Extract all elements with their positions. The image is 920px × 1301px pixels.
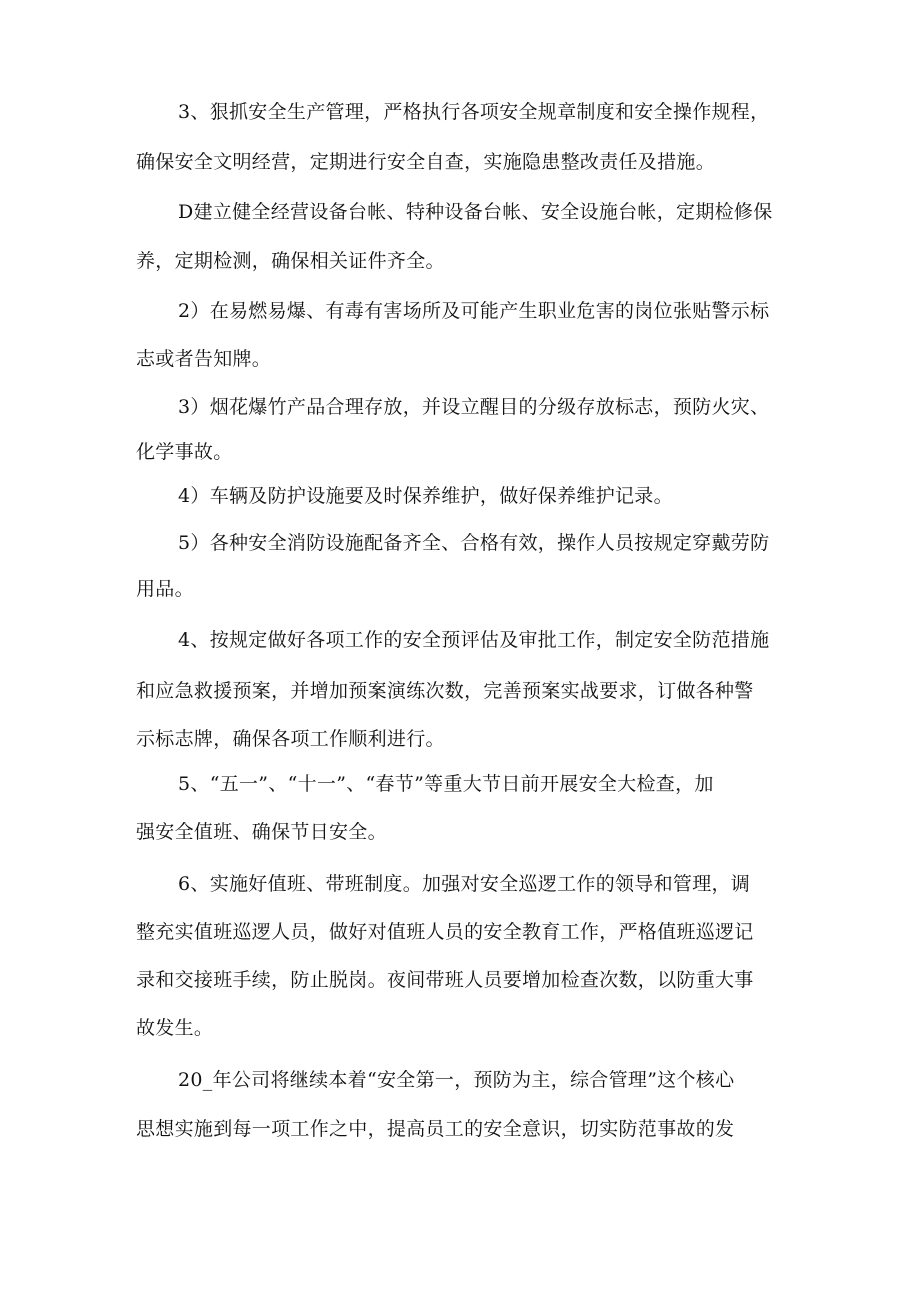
text-line: 4）车辆及防护设施要及时保养维护，做好保养维护记录。 bbox=[178, 485, 673, 507]
text-line: 志或者告知牌。 bbox=[136, 348, 272, 370]
text-line: 3）烟花爆竹产品合理存放，并设立醒目的分级存放标志，预防火灾、 bbox=[178, 396, 770, 418]
text-line: 养，定期检测，确保相关证件齐全。 bbox=[136, 250, 445, 272]
text-line: 整充实值班巡逻人员，做好对值班人员的安全教育工作，严格值班巡逻记 bbox=[136, 921, 754, 943]
text-line: 2）在易燃易爆、有毒有害场所及可能产生职业危害的岗位张贴警示标 bbox=[178, 300, 770, 322]
text-line: 4、按规定做好各项工作的安全预评估及审批工作，制定安全防范措施 bbox=[178, 629, 770, 651]
text-line: 示标志牌，确保各项工作顺利进行。 bbox=[136, 728, 445, 750]
text-line: 思想实施到每一项工作之中，提高员工的安全意识，切实防范事故的发 bbox=[136, 1118, 735, 1140]
text-line: 5）各种安全消防设施配备齐全、合格有效，操作人员按规定穿戴劳防 bbox=[178, 532, 770, 554]
text-line: 用品。 bbox=[136, 578, 194, 600]
text-line: 6、实施好值班、带班制度。加强对安全巡逻工作的领导和管理，调 bbox=[178, 873, 751, 895]
text-line: 故发生。 bbox=[136, 1017, 214, 1039]
text-line: 录和交接班手续，防止脱岗。夜间带班人员要增加检查次数，以防重大事 bbox=[136, 969, 754, 991]
text-line: 化学事故。 bbox=[136, 441, 233, 463]
text-line: D建立健全经营设备台帐、特种设备台帐、安全设施台帐，定期检修保 bbox=[178, 201, 773, 223]
text-line: 和应急救援预案，并增加预案演练次数，完善预案实战要求，订做各种警 bbox=[136, 680, 754, 702]
text-line: 确保安全文明经营，定期进行安全自查，实施隐患整改责任及措施。 bbox=[136, 151, 716, 173]
text-line: 强安全值班、确保节日安全。 bbox=[136, 821, 387, 843]
text-line: 20_年公司将继续本着“安全第一，预防为主，综合管理”这个核心 bbox=[178, 1069, 735, 1091]
text-line: 5、“五一”、“十一”、“春节”等重大节日前开展安全大检查，加 bbox=[178, 773, 714, 795]
text-line: 3、狠抓安全生产管理，严格执行各项安全规章制度和安全操作规程， bbox=[178, 101, 770, 123]
